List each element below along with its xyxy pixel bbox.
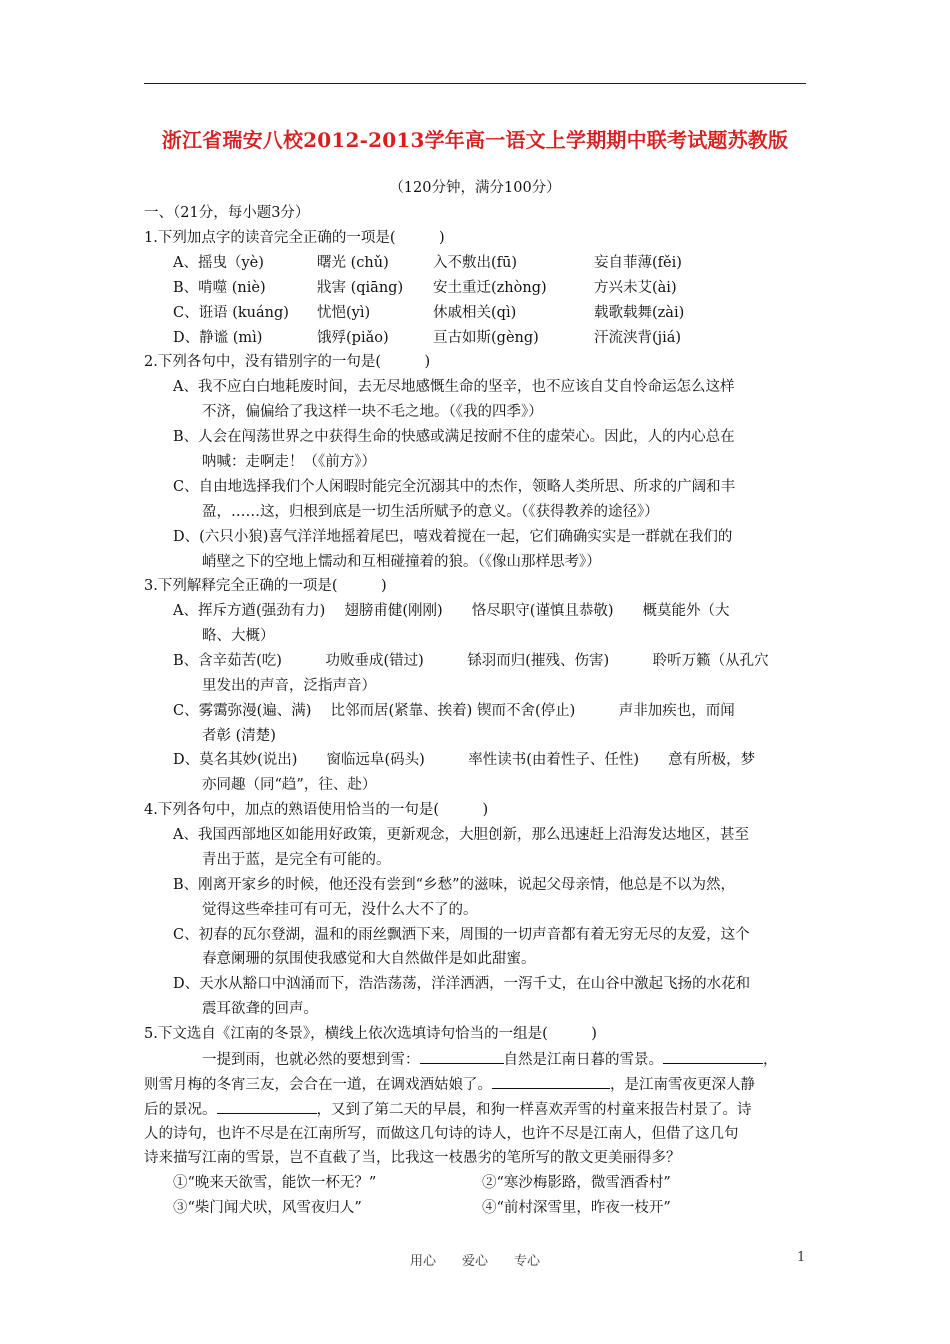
question-1-stem: 1.下列加点字的读音完全正确的一项是( ) (144, 230, 445, 246)
question-4-line: A、我国西部地区如能用好政策，更新观念，大胆创新，那么迅速赶上沿海发达地区，甚至 (173, 827, 749, 843)
question-1-option: 曙光 (chǔ) (317, 255, 389, 271)
question-3-line: B、含辛茹苦(吃) 功败垂成(错过) 铩羽而归(摧残、伤害) 聆听万籁（从孔穴 (173, 653, 769, 669)
page-number: 1 (797, 1250, 806, 1265)
poem-option: ④“前村深雪里，昨夜一枝开” (482, 1200, 671, 1216)
section-heading: 一、（21分，每小题3分） (144, 205, 310, 221)
question-1-option: 戕害 (qiāng) (317, 280, 404, 296)
question-1-option: B、啃噬 (niè) (173, 280, 266, 296)
exam-info: （120分钟，满分100分） (389, 180, 561, 196)
answer-blank[interactable] (492, 1074, 610, 1089)
question-4-line: 觉得这些牵挂可有可无，没什么大不了的。 (202, 902, 478, 918)
question-4-line: B、刚离开家乡的时候，他还没有尝到“乡愁”的滋味，说起父母亲情，他总是不以为然， (173, 877, 735, 893)
question-2-line: D、(六只小狼)喜气洋洋地摇着尾巴，嘻戏着搅在一起，它们确确实实是一群就在我们的 (173, 529, 733, 545)
question-1-option: 安土重迁(zhòng) (433, 280, 547, 296)
page-title: 浙江省瑞安八校2012-2013学年高一语文上学期期中联考试题苏教版 (161, 128, 789, 152)
question-2-line: 峭壁之下的空地上懦动和互相碰撞着的狼。（《像山那样思考》） (202, 554, 601, 570)
question-4-line: 震耳欲聋的回声。 (202, 1001, 318, 1017)
question-1-option: 方兴未艾(ài) (594, 280, 677, 296)
question-1-option: D、静谧 (mì) (173, 330, 263, 346)
question-1-option: 汗流浃背(jiá) (594, 330, 682, 346)
answer-blank[interactable] (420, 1049, 504, 1064)
question-4-line: C、初春的瓦尔登湖，温和的雨丝飘洒下来，周围的一切声音都有着无穷无尽的友爱，这个 (173, 927, 750, 943)
question-4-line: 青出于蓝，是完全有可能的。 (202, 852, 391, 868)
passage-line: 则雪月梅的冬宵三友，会合在一道，在调戏酒姑娘了。 ，是江南雪夜更深人静 (144, 1074, 755, 1095)
question-4-stem: 4.下列各句中，加点的熟语使用恰当的一句是( ) (144, 802, 489, 818)
question-1-option: C、诳语 (kuáng) (173, 305, 289, 321)
question-1-option: 亘古如斯(gèng) (433, 330, 539, 346)
question-3-line: C、雾霭弥漫(遍、满) 比邻而居(紧靠、挨着) 锲而不舍(停止) 声非加疾也，而闻 (173, 703, 735, 719)
question-1-option: 入不敷出(fū) (433, 255, 518, 271)
passage-line: 诗来描写江南的雪景，岂不直截了当，比我这一枝愚劣的笔所写的散文更美丽得多？ (144, 1150, 681, 1166)
passage-line: 后的景况。 ，又到了第二天的早晨，和狗一样喜欢弄雪的村童来报告村景了。诗 (144, 1099, 752, 1120)
question-1-option: 载歌载舞(zài) (594, 305, 685, 321)
poem-option: ②“寒沙梅影路，微雪酒香村” (482, 1175, 671, 1191)
question-2-stem: 2.下列各句中，没有错别字的一句是( ) (144, 354, 431, 370)
question-1-option: 妄自菲薄(fěi) (594, 255, 682, 271)
answer-blank[interactable] (217, 1099, 317, 1114)
question-2-line: A、我不应白白地耗废时间，去无尽地感慨生命的坚辛，也不应该自艾自怜命运怎么这样 (173, 379, 735, 395)
poem-option: ①“晚来天欲雪，能饮一杯无？” (173, 1175, 377, 1191)
question-1-option: 忧悒(yì) (317, 305, 371, 321)
question-3-stem: 3.下列解释完全正确的一项是( ) (144, 578, 387, 594)
page-footer: 用心 爱心 专心 (409, 1254, 540, 1269)
question-3-line: 亦同趣（同“趋”，往、赴） (202, 777, 377, 793)
header-rule (144, 83, 806, 84)
question-1-option: 饿殍(piǎo) (317, 330, 389, 346)
question-1-option: 休戚相关(qì) (433, 305, 517, 321)
question-2-line: C、自由地选择我们个人闲暇时能完全沉溺其中的杰作，领略人类所思、所求的广阔和丰 (173, 479, 736, 495)
question-3-line: A、挥斥方遒(强劲有力) 翅膀甫健(刚刚) 恪尽职守(谨慎且恭敬) 概莫能外（大 (173, 603, 730, 619)
question-2-line: 不济，偏偏给了我这样一块不毛之地。（《我的四季》） (202, 404, 543, 420)
passage-line: 人的诗句，也许不尽是在江南所写，而做这几句诗的诗人，也许不尽是江南人，但借了这几句 (144, 1126, 739, 1142)
question-2-line: 呐喊：走啊走！（《前方》） (202, 454, 376, 470)
answer-blank[interactable] (663, 1049, 763, 1064)
question-4-line: D、天水从豁口中汹涌而下，浩浩荡荡，洋洋洒洒，一泻千丈，在山谷中激起飞扬的水花和 (173, 976, 751, 992)
question-2-line: B、人会在闯荡世界之中获得生命的快感或满足按耐不住的虚荣心。因此，人的内心总在 (173, 429, 735, 445)
question-3-line: 略、大概） (202, 628, 275, 644)
question-3-line: D、莫名其妙(说出) 窗临远阜(码头) 率性读书(由着性子、任性) 意有所极，梦 (173, 752, 756, 768)
question-2-line: 盈，……这，归根到底是一切生活所赋予的意义。（《获得教养的途径》） (202, 504, 659, 520)
question-4-line: 春意阑珊的氛围使我感觉和大自然做伴是如此甜蜜。 (202, 951, 536, 967)
question-1-option: A、摇曳（yè) (173, 255, 264, 271)
passage-line: 一提到雨，也就必然的要想到雪： 自然是江南日暮的雪景。 ， (202, 1049, 778, 1070)
question-3-line: 者彰 (清楚) (202, 728, 276, 744)
question-5-stem: 5.下文选自《江南的冬景》，横线上依次选填诗句恰当的一组是( ) (144, 1026, 597, 1042)
question-3-line: 里发出的声音，泛指声音） (202, 678, 376, 694)
poem-option: ③“柴门闻犬吠，风雪夜归人” (173, 1200, 362, 1216)
